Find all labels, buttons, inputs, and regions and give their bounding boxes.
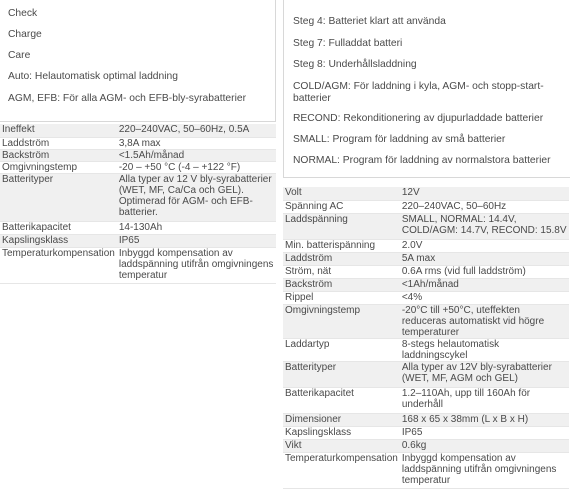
left-feature-item: Charge xyxy=(8,29,42,40)
right-feature-item: SMALL: Program för laddning av små batterier xyxy=(293,134,506,145)
right-spec-table xyxy=(283,187,569,489)
table-row xyxy=(283,278,569,291)
spec-value: 12V xyxy=(401,187,420,198)
spec-key: Dimensioner xyxy=(285,413,342,425)
spec-value: <1Ah/månad xyxy=(401,278,459,290)
spec-key: Laddström xyxy=(285,252,333,264)
left-feature-item: Check xyxy=(8,8,38,19)
spec-value: 8-stegs helautomatisk laddningscykel xyxy=(401,338,500,361)
spec-key: Laddartyp xyxy=(285,338,330,350)
spec-key: Batterikapacitet xyxy=(2,221,71,233)
spec-value: Inbyggd kompensation av laddspänning utifrån omgivningens temperatur xyxy=(401,452,557,486)
spec-key: Omgivningstemp xyxy=(285,304,361,316)
spec-key: Spänning AC xyxy=(285,200,344,212)
table-row xyxy=(0,149,276,161)
left-feature-box xyxy=(0,0,276,122)
spec-value: 14-130Ah xyxy=(118,221,163,233)
spec-key: Batterikapacitet xyxy=(285,387,354,399)
spec-key: Rippel xyxy=(285,291,314,303)
spec-value: 168 x 65 x 38mm (L x B x H) xyxy=(401,413,529,425)
right-feature-box xyxy=(283,0,570,178)
spec-value: <1.5Ah/månad xyxy=(118,149,185,161)
table-row xyxy=(283,252,569,265)
spec-key: Kapslingsklass xyxy=(285,426,352,438)
table-row xyxy=(283,304,569,338)
spec-key: Volt xyxy=(285,187,302,198)
table-row xyxy=(0,234,276,247)
spec-value: IP65 xyxy=(401,426,423,438)
spec-key: Temperaturkompensation xyxy=(285,452,398,464)
table-row xyxy=(0,221,276,234)
table-row xyxy=(283,361,569,387)
spec-key: Ström, nät xyxy=(285,265,332,277)
table-row xyxy=(0,124,276,137)
spec-key: Min. batterispänning xyxy=(285,239,376,251)
table-row xyxy=(0,161,276,173)
table-row xyxy=(283,426,569,439)
table-row xyxy=(0,137,276,149)
spec-value: 0.6kg xyxy=(401,439,427,451)
spec-value: SMALL, NORMAL: 14.4V, COLD/AGM: 14.7V, RECOND: 15.8V xyxy=(401,213,567,236)
right-feature-item: Steg 7: Fulladdat batteri xyxy=(293,38,403,49)
table-row xyxy=(0,173,276,221)
spec-key: Batterityper xyxy=(285,361,337,373)
table-row xyxy=(283,291,569,304)
table-row xyxy=(283,439,569,452)
spec-value: 220–240VAC, 50–60Hz, 0.5A xyxy=(118,124,250,135)
table-row xyxy=(283,452,569,488)
spec-value: <4% xyxy=(401,291,423,303)
spec-value: -20°C till +50°C, uteffekten reduceras automatiskt vid högre temperaturer xyxy=(401,304,545,338)
spec-key: Backström xyxy=(2,149,50,161)
right-feature-item: Steg 8: Underhållsladdning xyxy=(293,59,417,70)
right-feature-item: COLD/AGM: För laddning i kyla, AGM- och stopp-start-batterier xyxy=(293,81,544,104)
table-row xyxy=(283,338,569,361)
table-row xyxy=(283,239,569,252)
spec-value: Alla typer av 12 V bly-syrabatterier (WET, MF, Ca/Ca och GEL). Optimerad för AGM- och EFB-batterier. xyxy=(118,173,272,218)
spec-key: Laddspänning xyxy=(285,213,348,225)
spec-value: Alla typer av 12V bly-syrabatterier (WET, MF, AGM och GEL) xyxy=(401,361,552,384)
left-feature-item: Care xyxy=(8,50,31,61)
table-row xyxy=(283,213,569,239)
spec-value: Inbyggd kompensation av laddspänning utifrån omgivningens temperatur xyxy=(118,247,274,281)
left-feature-item: AGM, EFB: För alla AGM- och EFB-bly-syrabatterier xyxy=(8,93,247,104)
table-row xyxy=(283,187,569,200)
left-feature-item: Auto: Helautomatisk optimal laddning xyxy=(8,71,178,82)
spec-key: Batterityper xyxy=(2,173,54,185)
table-row xyxy=(283,200,569,213)
spec-key: Temperaturkompensation xyxy=(2,247,115,259)
spec-value: -20 – +50 °C (-4 – +122 °F) xyxy=(118,161,241,173)
table-row xyxy=(283,413,569,426)
spec-key: Vikt xyxy=(285,439,302,451)
table-row xyxy=(0,247,276,283)
spec-value: 5A max xyxy=(401,252,436,264)
right-feature-item: Steg 4: Batteriet klart att använda xyxy=(293,16,446,27)
table-row xyxy=(283,387,569,413)
spec-value: 2.0V xyxy=(401,239,423,251)
spec-key: Ineffekt xyxy=(2,124,35,135)
right-feature-item: RECOND: Rekonditionering av djupurladdade batterier xyxy=(293,113,544,124)
left-spec-table xyxy=(0,124,276,284)
table-row xyxy=(283,265,569,278)
spec-key: Laddström xyxy=(2,137,50,149)
spec-value: 220–240VAC, 50–60Hz xyxy=(401,200,507,212)
spec-key: Kapslingsklass xyxy=(2,234,69,246)
spec-value: 1.2–110Ah, upp till 160Ah för underhåll xyxy=(401,387,531,410)
spec-key: Omgivningstemp xyxy=(2,161,78,173)
spec-value: 0.6A rms (vid full laddström) xyxy=(401,265,526,277)
spec-key: Backström xyxy=(285,278,333,290)
spec-value: IP65 xyxy=(118,234,140,246)
spec-value: 3,8A max xyxy=(118,137,161,149)
right-feature-item: NORMAL: Program för laddning av normalstora batterier xyxy=(293,155,551,166)
